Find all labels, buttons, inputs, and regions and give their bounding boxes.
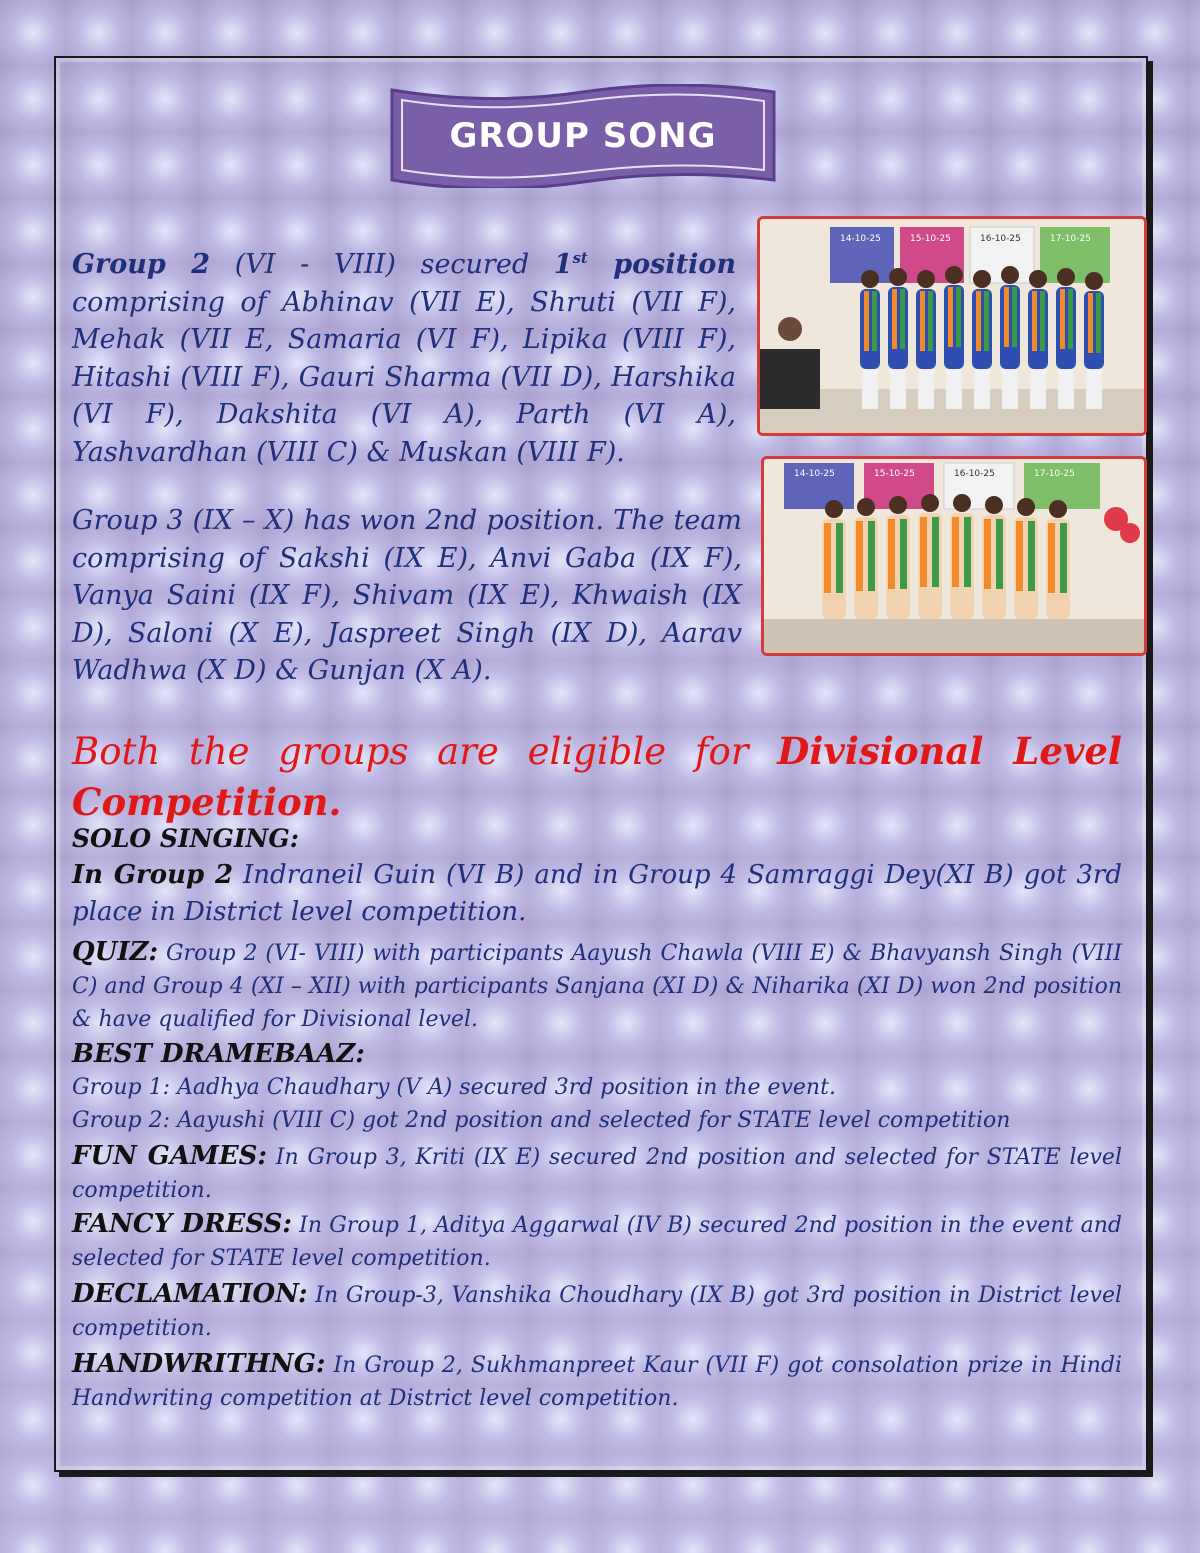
declamation-rest: In Group-3, Vanshika Choudhary (IX B) got 3rd position in District level competition. <box>72 1283 1122 1341</box>
solo-section <box>72 820 1122 931</box>
handwriting-section <box>72 1348 1122 1415</box>
declamation-section <box>72 1278 1122 1345</box>
handwriting-heading: HANDWRITHNG: <box>72 1349 326 1379</box>
fun-rest: In Group 3, Kriti (IX E) secured 2nd position and selected for STATE level competition. <box>72 1145 1122 1203</box>
group2-paragraph <box>72 240 736 471</box>
eligible-lead: Both the groups are eligible for <box>72 730 778 773</box>
fancy-section <box>72 1208 1122 1275</box>
fun-section <box>72 1140 1122 1207</box>
title-banner <box>388 84 778 188</box>
board-date: 16-10-25 <box>980 234 1021 244</box>
handwriting-rest: In Group 2, Sukhmanpreet Kaur (VII F) got consolation prize in Hindi Handwriting competition at District level competition. <box>72 1353 1122 1411</box>
solo-lead: In Group 2 <box>72 860 234 890</box>
solo-heading: SOLO SINGING: <box>72 824 299 853</box>
quiz-heading: QUIZ: <box>72 937 159 967</box>
group2-pos: position <box>587 249 736 280</box>
group-song-photo-2 <box>761 456 1147 656</box>
board-date: 15-10-25 <box>874 469 915 479</box>
quiz-section <box>72 936 1122 1036</box>
drama-line2: Group 2: Aayushi (VIII C) got 2nd position and selected for STATE level competition <box>72 1108 1011 1133</box>
quiz-rest: Group 2 (VI- VIII) with participants Aayush Chawla (VIII E) & Bhavyansh Singh (VIII C) and Group 4 (XI – XII) with participants Sanjana (XI D) & Niharika (XI D) won 2nd position & have qualified for Divisional level. <box>72 941 1122 1032</box>
eligible-bold: Divisional Level Competition. <box>72 729 1122 824</box>
board-date: 14-10-25 <box>840 234 881 244</box>
drama-heading: BEST DRAMEBAAZ: <box>72 1039 365 1069</box>
drama-section <box>72 1038 1122 1137</box>
banner-title: GROUP SONG <box>449 116 717 156</box>
board-date: 15-10-25 <box>910 234 951 244</box>
board-date: 14-10-25 <box>794 469 835 479</box>
group2-sup: st <box>572 249 588 267</box>
fancy-rest: In Group 1, Aditya Aggarwal (IV B) secured 2nd position in the event and selected for STATE level competition. <box>72 1213 1122 1271</box>
group3-paragraph: Group 3 (IX – X) has won 2nd position. The team comprising of Sakshi (IX E), Anvi Gaba (IX F), Vanya Saini (IX F), Shivam (IX E), Khwaish (IX D), Saloni (X E), Jaspreet Singh (IX D), Aarav Wadhwa (X D) & Gunjan (X A). <box>72 505 742 686</box>
group2-num: 1 <box>553 249 573 280</box>
group2-lead: Group 2 <box>72 249 211 280</box>
board-date: 17-10-25 <box>1034 469 1075 479</box>
group-song-photo-1 <box>757 216 1147 436</box>
eligible-paragraph <box>72 726 1122 828</box>
fun-heading: FUN GAMES: <box>72 1141 268 1171</box>
group2-rest: comprising of Abhinav (VII E), Shruti (VII F), Mehak (VII E, Samaria (VI F), Lipika (VIII F), Hitashi (VIII F), Gauri Sharma (VII D), Harshika (VI F), Dakshita (VI A), Parth (VI A), Yashvardhan (VIII C) & Muskan (VIII F). <box>72 286 736 468</box>
group2-range: (VI - VIII) secured <box>210 249 554 280</box>
drama-line1: Group 1: Aadhya Chaudhary (V A) secured 3rd position in the event. <box>72 1075 836 1100</box>
declamation-heading: DECLAMATION: <box>72 1279 308 1309</box>
board-date: 16-10-25 <box>954 469 995 479</box>
fancy-heading: FANCY DRESS: <box>72 1209 292 1239</box>
solo-rest: Indraneil Guin (VI B) and in Group 4 Samraggi Dey(XI B) got 3rd place in District level competition. <box>72 860 1122 927</box>
board-date: 17-10-25 <box>1050 234 1091 244</box>
